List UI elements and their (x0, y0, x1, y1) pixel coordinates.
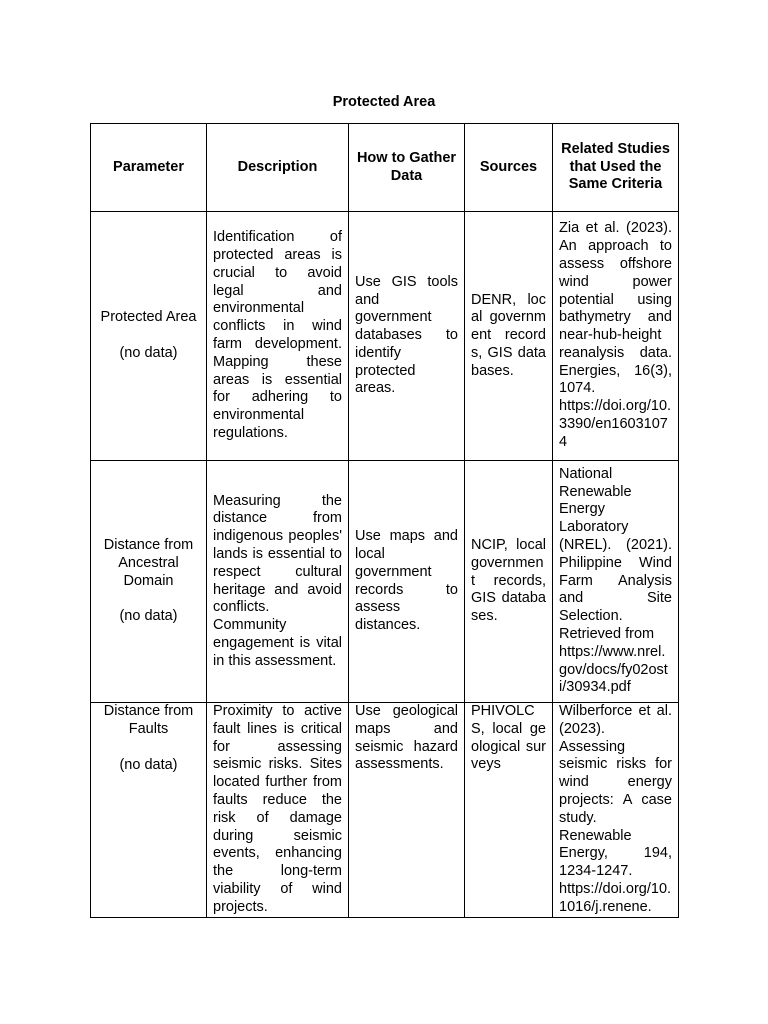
how-cell (349, 461, 465, 703)
page-title: Protected Area (332, 94, 436, 110)
parameter-note: (no data) (119, 756, 178, 773)
parameter-name: Distance from Ancestral Domain (103, 536, 194, 589)
sources-cell (465, 212, 553, 461)
description-cell (207, 703, 349, 918)
study-link[interactable]: https://www.nrel.gov/docs/fy02osti/30934.pdf (559, 643, 668, 696)
sources-text: DENR, local government records, GIS databases. (471, 291, 546, 379)
description-text: Identification of protected areas is crucial to avoid legal and environmental conflicts in wind farm development. Mapping these areas is essential for adhering to environmental regulations. (213, 229, 342, 441)
parameter-cell (91, 703, 207, 918)
description-cell (207, 212, 349, 461)
description-text: Measuring the distance from indigenous peoples' lands is essential to respect cultural heritage and avoid conflicts. Community engagement is vital in this assessment. (213, 492, 342, 669)
studies-cell (553, 461, 679, 703)
studies-text: National Renewable Energy Laboratory (NREL). (2021). Philippine Wind Farm Analysis and Site Selection. Retrieved from (559, 465, 672, 642)
sources-text: NCIP, local government records, GIS databases. (471, 537, 546, 625)
parameter-note: (no data) (119, 608, 178, 625)
studies-text: Zia et al. (2023). An approach to assess offshore wind power potential using bathymetry and near-hub-height reanalysis data. Energies, 16(3), 1074. (559, 220, 672, 397)
how-text: Use geological maps and seismic hazard assessments. (355, 703, 458, 773)
table-row (91, 461, 679, 703)
study-link[interactable]: https://doi.org/10.3390/en16031074 (559, 398, 672, 450)
how-text: Use maps and local government records to assess distances. (355, 528, 458, 634)
studies-cell (553, 703, 679, 918)
header-description: Description (207, 124, 349, 212)
header-related-studies: Related Studies that Used the Same Criteria (553, 124, 679, 212)
sources-text: PHIVOLCS, local geological surveys (471, 703, 546, 773)
sources-cell (465, 703, 553, 918)
how-text: Use GIS tools and government databases to identify protected areas. (355, 273, 458, 397)
table-row (91, 212, 679, 461)
header-sources: Sources (465, 124, 553, 212)
header-parameter: Parameter (91, 124, 207, 212)
criteria-table (90, 123, 679, 918)
parameter-cell (91, 212, 207, 461)
header-how-to-gather-data: How to Gather Data (349, 124, 465, 212)
study-link[interactable]: https://doi.org/10.1016/j.renene. (559, 880, 672, 915)
description-cell (207, 461, 349, 703)
parameter-name: Distance from Faults (103, 703, 194, 737)
sources-cell (465, 461, 553, 703)
table-header-row (91, 124, 679, 212)
parameter-note: (no data) (119, 345, 178, 361)
how-cell (349, 212, 465, 461)
studies-text: Wilberforce et al. (2023). Assessing seismic risks for wind energy projects: A case study. Renewable Energy, 194, 1234-1247. (559, 703, 672, 880)
parameter-cell (91, 461, 207, 703)
studies-cell (553, 212, 679, 461)
parameter-name: Protected Area (100, 309, 197, 326)
table-row (91, 703, 679, 918)
description-text: Proximity to active fault lines is critical for assessing seismic risks. Sites located further from faults reduce the risk of damage during seismic events, enhancing the long-term viability of wind projects. (213, 703, 342, 915)
how-cell (349, 703, 465, 918)
